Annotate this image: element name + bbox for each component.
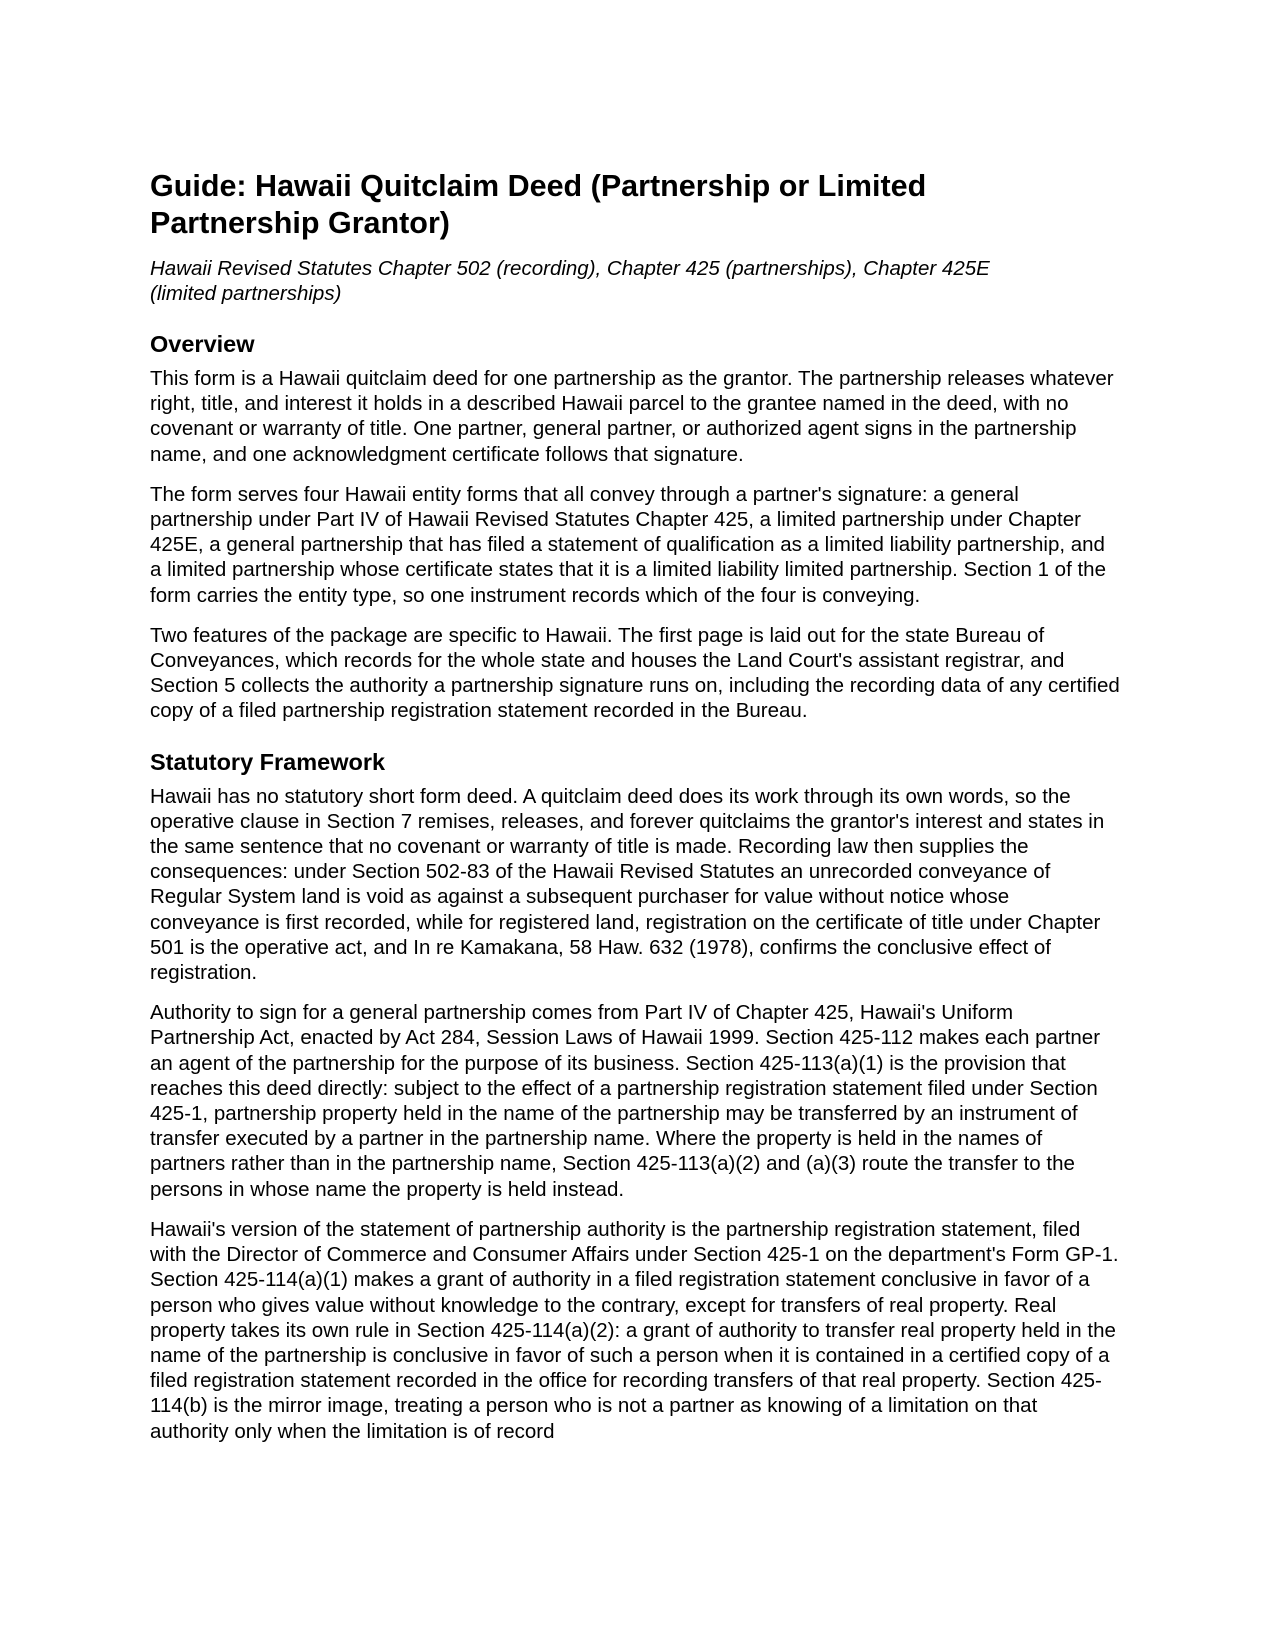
framework-paragraph-3: Hawaii's version of the statement of partnership authority is the partnership registration statement, filed with the Director of Commerce and Consumer Affairs under Section 425-1 on the department's Form GP-1. Section 425-114(a)(1) makes a grant of authority in a filed registration statement conclusive in favor of a person who gives value without knowledge to the contrary, except for transfers of real property. Real property takes its own rule in Section 425-114(a)(2): a grant of authority to transfer real property held in the name of the partnership is conclusive in favor of such a person when it is contained in a certified copy of a filed registration statement recorded in the office for recording transfers of that real property. Section 425-114(b) is the mirror image, treating a person who is not a partner as knowing of a limitation on that authority only when the limitation is of record [150,1217,1119,1443]
document-subtitle: Hawaii Revised Statutes Chapter 502 (recording), Chapter 425 (partnerships), Chapter 425E (limited partnerships) [150,257,990,305]
overview-paragraph-2: The form serves four Hawaii entity forms that all convey through a partner's signature: a general partnership under Part IV of Hawaii Revised Statutes Chapter 425, a limited partnership under Chapter 425E, a general partnership that has filed a statement of qualification as a limited liability partnership, and a limited partnership whose certificate states that it is a limited liability limited partnership. Section 1 of the form carries the entity type, so one instrument records which of the four is conveying. [150,482,1106,607]
framework-paragraph-1: Hawaii has no statutory short form deed. A quitclaim deed does its work through its own words, so the operative clause in Section 7 remises, releases, and forever quitclaims the grantor's interest and states in the same sentence that no covenant or warranty of title is made. Recording law then supplies the consequences: under Section 502-83 of the Hawaii Revised Statutes an unrecorded conveyance of Regular System land is void as against a subsequent purchaser for value without notice whose conveyance is first recorded, while for registered land, registration on the certificate of title under Chapter 501 is the operative act, and In re Kamakana, 58 Haw. 632 (1978), confirms the conclusive effect of registration. [150,784,1105,985]
framework-paragraph-2: Authority to sign for a general partnership comes from Part IV of Chapter 425, Hawaii's Uniform Partnership Act, enacted by Act 284, Session Laws of Hawaii 1999. Section 425-112 makes each partner an agent of the partnership for the purpose of its business. Section 425-113(a)(1) is the provision that reaches this deed directly: subject to the effect of a partnership registration statement filed under Section 425-1, partnership property held in the name of the partnership may be transferred by an instrument of transfer executed by a partner in the partnership name. Where the property is held in the names of partners rather than in the partnership name, Section 425-113(a)(2) and (a)(3) route the transfer to the persons in whose name the property is held instead. [150,1001,1101,1201]
section-heading-overview: Overview [150,331,255,357]
overview-paragraph-1: This form is a Hawaii quitclaim deed for one partnership as the grantor. The partnership releases whatever right, title, and interest it holds in a described Hawaii parcel to the grantee named in the deed, with no covenant or warranty of title. One partner, general partner, or authorized agent signs in the partnership name, and one acknowledgment certificate follows that signature. [150,367,1114,466]
section-heading-statutory-framework: Statutory Framework [150,748,386,775]
document-title: Guide: Hawaii Quitclaim Deed (Partnership or Limited Partnership Grantor) [150,169,927,240]
document-page [150,168,1120,1444]
overview-paragraph-3: Two features of the package are specific to Hawaii. The first page is laid out for the state Bureau of Conveyances, which records for the whole state and houses the Land Court's assistant registrar, and Section 5 collects the authority a partnership signature runs on, including the recording data of any certified copy of a filed partnership registration statement recorded in the Bureau. [150,623,1120,723]
